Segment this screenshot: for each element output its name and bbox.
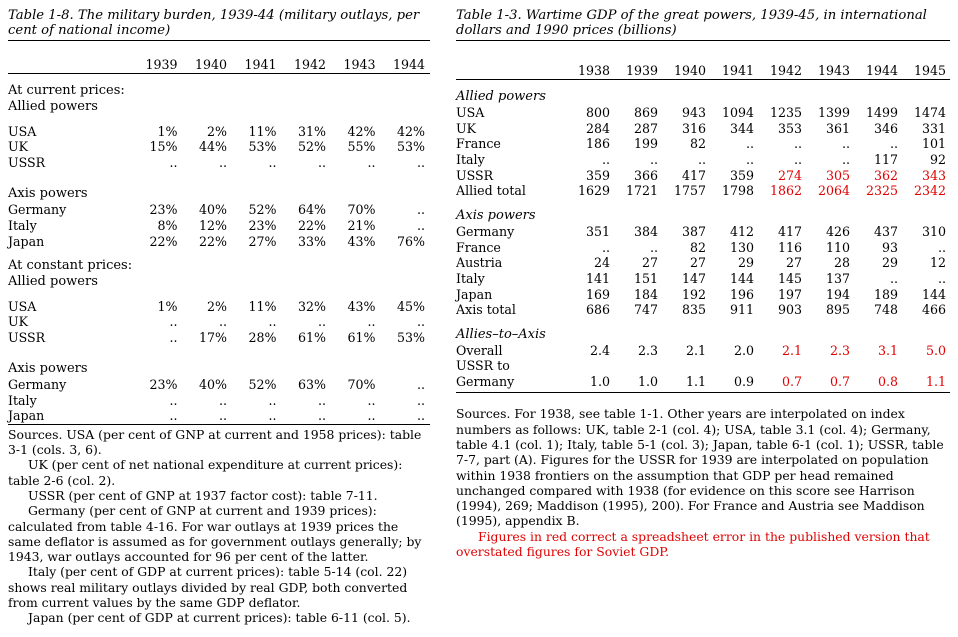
table-cell: 22% [199, 233, 227, 249]
table-cell: 359 [585, 167, 610, 183]
table-cell: 835 [681, 302, 706, 318]
table-cell: .. [649, 239, 658, 255]
table-cell: 903 [777, 302, 802, 318]
table-1-8-year-header [8, 56, 430, 74]
table-cell: 141 [585, 270, 610, 286]
year-header-cell: 1938 [577, 63, 610, 78]
table-cell: 42% [397, 123, 425, 139]
table-cell: .. [317, 155, 326, 171]
table-cell: 22% [149, 233, 178, 249]
table-1-8-caption: Table 1-8. The military burden, 1939-44 (military outlays, per cent of national income) [8, 8, 430, 41]
table-cell: 417 [777, 223, 802, 239]
table-row [8, 392, 430, 408]
row-label: Axis total [456, 302, 516, 318]
source-note: UK (per cent of net national expenditure at current prices): table 2-6 (col. 2). [8, 457, 403, 488]
table-cell: 137 [825, 270, 850, 286]
table-cell: 63% [298, 377, 326, 393]
table-cell: 1499 [865, 105, 898, 121]
table-cell: 1474 [913, 105, 946, 121]
table-cell: 101 [921, 136, 946, 152]
table-cell: .. [601, 239, 610, 255]
table-cell: .. [793, 136, 802, 152]
table-cell: 32% [298, 298, 326, 314]
table-cell: 199 [633, 136, 658, 152]
row-label: Italy [8, 392, 37, 408]
table-cell: 82 [689, 136, 706, 152]
table-cell: .. [416, 202, 425, 218]
table-row [456, 152, 950, 168]
table-cell: 1.0 [637, 374, 658, 390]
table-cell: 3.1 [877, 342, 898, 358]
table-row [456, 302, 950, 318]
row-label: USSR [8, 155, 46, 171]
constant-allied-rows [8, 298, 430, 345]
table-cell: 1862 [769, 183, 802, 199]
table-cell: .. [889, 270, 898, 286]
table-cell: .. [745, 152, 754, 168]
table-cell: 747 [633, 302, 658, 318]
table-cell: 287 [633, 120, 658, 136]
table-cell: .. [367, 314, 376, 330]
row-label: UK [8, 139, 29, 155]
year-header-cell: 1940 [673, 63, 706, 78]
table-cell: 1.1 [685, 374, 706, 390]
table-cell: 2.4 [589, 342, 610, 358]
table-cell: 800 [585, 105, 610, 121]
section-heading: Allies–to–Axis [456, 326, 546, 342]
table-row [456, 105, 950, 121]
year-header-cell: 1943 [343, 57, 376, 72]
table-1-3-sources [456, 406, 950, 559]
table-cell: .. [367, 392, 376, 408]
table-cell: 28 [833, 255, 850, 271]
table-cell: .. [649, 152, 658, 168]
table-cell: 15% [149, 139, 178, 155]
table-cell: 92 [929, 152, 946, 168]
table-row [8, 233, 430, 249]
table-row [456, 342, 950, 358]
table-cell: .. [268, 408, 277, 424]
row-label: Austria [456, 255, 503, 271]
table-cell: 1094 [721, 105, 754, 121]
table-cell: .. [169, 314, 178, 330]
table-cell: .. [416, 408, 425, 424]
table-cell: 145 [777, 270, 802, 286]
table-cell: 23% [149, 377, 178, 393]
table-cell: 5.0 [925, 342, 946, 358]
table-cell: 359 [729, 167, 754, 183]
table-cell: .. [169, 408, 178, 424]
allied-gdp-rows [456, 105, 950, 199]
table-cell: 144 [921, 286, 946, 302]
table-cell: 147 [681, 270, 706, 286]
table-cell: 31% [298, 123, 326, 139]
table-cell: 55% [347, 139, 376, 155]
table-cell: 351 [585, 223, 610, 239]
constant-axis-rows [8, 377, 430, 424]
table-cell: 70% [347, 377, 376, 393]
current-allied-rows [8, 123, 430, 170]
table-row [8, 408, 430, 424]
table-cell: 362 [873, 167, 898, 183]
table-cell: 116 [777, 239, 802, 255]
table-cell: 361 [825, 120, 850, 136]
year-header-cell: 1939 [625, 63, 658, 78]
table-cell: 27 [785, 255, 802, 271]
year-header-cell: 1941 [721, 63, 754, 78]
row-label: Germany [456, 223, 515, 239]
table-row [456, 167, 950, 183]
row-label: USSR [8, 329, 46, 345]
table-cell: 52% [248, 202, 277, 218]
section-heading: Axis powers [8, 361, 88, 377]
table-row [456, 183, 950, 199]
year-header-cell: 1942 [769, 63, 802, 78]
table-cell: 1.0 [589, 374, 610, 390]
table-cell: 11% [248, 298, 277, 314]
table-cell: 189 [873, 286, 898, 302]
table-cell: 284 [585, 120, 610, 136]
table-cell: 417 [681, 167, 706, 183]
table-cell: 144 [729, 270, 754, 286]
table-cell: 0.7 [829, 374, 850, 390]
year-header-cell: 1940 [194, 57, 227, 72]
row-label: USA [8, 298, 37, 314]
table-cell: .. [793, 152, 802, 168]
table-cell: 196 [729, 286, 754, 302]
table-cell: 2% [207, 123, 227, 139]
table-cell: 2.3 [637, 342, 658, 358]
section-heading: Allied powers [8, 273, 98, 289]
ratio-rows [456, 342, 950, 389]
table-cell: 387 [681, 223, 706, 239]
table-cell: 2342 [913, 183, 946, 199]
wartime-gdp-table-panel [456, 0, 950, 559]
table-cell: 22% [298, 217, 326, 233]
table-row [456, 255, 950, 271]
section-heading: Allied powers [8, 99, 98, 115]
table-cell: 93 [881, 239, 898, 255]
table-cell: 130 [729, 239, 754, 255]
table-cell: 52% [298, 139, 326, 155]
table-cell: 23% [149, 202, 178, 218]
table-cell: 748 [873, 302, 898, 318]
table-cell: 1.1 [925, 374, 946, 390]
table-1-3-body [456, 80, 950, 393]
source-note: Sources. For 1938, see table 1-1. Other years are interpolated on index numbers as follows: UK, table 2-1 (col. 4); USA, table 3.1 (col. 4); Germany, table 4.1 (col. 1); Italy, table 5-1 (col. 3); Japan, table 6-1 (col. 1); USSR, table 7-7, part (A). Figures for the USSR for 1939 are interpolated on population within 1938 frontiers on the assumption that GDP per head remained unchanged compared with 1938 (for evidence on this score see Harrison (1994), 269; Maddison (1995), 200). For France and Austria see Maddison (1995), appendix B. [456, 406, 944, 529]
table-row [456, 136, 950, 152]
table-row [8, 202, 430, 218]
row-label: Germany [8, 377, 67, 393]
table-row [8, 330, 430, 346]
table-cell: .. [169, 392, 178, 408]
table-cell: 43% [347, 298, 376, 314]
table-cell: 412 [729, 223, 754, 239]
source-note: Germany (per cent of GNP at current and 1939 prices): calculated from table 4-16. For war outlays at 1939 prices the same deflator is assumed as for government outlays generally; by 1943, war outlays accounted for 96 per cent of the latter. [8, 503, 422, 565]
table-cell: 52% [248, 377, 277, 393]
table-row [456, 374, 950, 390]
table-cell: 27 [689, 255, 706, 271]
axis-gdp-rows [456, 224, 950, 318]
table-cell: 117 [873, 152, 898, 168]
table-1-8-sources [8, 427, 430, 626]
table-cell: 61% [298, 329, 326, 345]
table-cell: .. [416, 392, 425, 408]
row-label: Italy [8, 217, 37, 233]
row-label: Japan [456, 286, 493, 302]
row-label: UK [456, 120, 477, 136]
table-cell: 53% [397, 139, 425, 155]
section-heading: Axis powers [456, 208, 536, 224]
table-row [456, 358, 950, 374]
year-header-cell: 1944 [392, 57, 425, 72]
table-cell: 110 [825, 239, 850, 255]
table-cell: 895 [825, 302, 850, 318]
table-row [8, 298, 430, 314]
table-cell: 12% [199, 217, 227, 233]
table-cell: 2.1 [685, 342, 706, 358]
table-cell: 343 [921, 167, 946, 183]
table-cell: 2064 [817, 183, 850, 199]
table-cell: 28% [248, 329, 277, 345]
table-cell: 184 [633, 286, 658, 302]
table-cell: .. [218, 392, 227, 408]
table-cell: .. [268, 392, 277, 408]
table-cell: 186 [585, 136, 610, 152]
table-cell: 384 [633, 223, 658, 239]
table-cell: 27% [248, 233, 277, 249]
table-row [456, 286, 950, 302]
table-cell: 44% [199, 139, 227, 155]
table-row [8, 139, 430, 155]
row-label: Japan [8, 233, 45, 249]
section-heading: At constant prices: [8, 258, 133, 274]
table-row [456, 224, 950, 240]
table-cell: .. [416, 377, 425, 393]
row-label: France [456, 239, 501, 255]
table-cell: 8% [157, 217, 178, 233]
table-cell: 346 [873, 120, 898, 136]
table-cell: 437 [873, 223, 898, 239]
source-note: Sources. USA (per cent of GNP at current and 1958 prices): table 3-1 (cols. 3, 6). [8, 426, 422, 458]
row-label: France [456, 136, 501, 152]
table-cell: 686 [585, 302, 610, 318]
section-heading: At current prices: [8, 83, 125, 99]
table-cell: 29 [881, 255, 898, 271]
table-cell: .. [169, 329, 178, 345]
table-cell: 2.3 [829, 342, 850, 358]
table-cell: 1399 [817, 105, 850, 121]
correction-note: Figures in red correct a spreadsheet error in the published version that overstated figures for Soviet GDP. [456, 528, 930, 560]
row-label: Germany [8, 202, 67, 218]
year-header-cell: 1944 [865, 63, 898, 78]
table-cell: 0.8 [877, 374, 898, 390]
table-cell: 366 [633, 167, 658, 183]
table-cell: .. [317, 408, 326, 424]
table-cell: 194 [825, 286, 850, 302]
table-row [8, 314, 430, 330]
year-header-cell: 1941 [244, 57, 277, 72]
military-burden-table-panel [8, 0, 430, 626]
table-cell: 911 [729, 302, 754, 318]
table-row [8, 155, 430, 171]
table-row [8, 123, 430, 139]
table-cell: .. [268, 155, 277, 171]
table-cell: 2% [207, 298, 227, 314]
section-heading: Allied powers [456, 89, 546, 105]
table-row [456, 120, 950, 136]
table-cell: 0.7 [781, 374, 802, 390]
table-cell: 21% [347, 217, 376, 233]
section-heading: Axis powers [8, 186, 88, 202]
table-cell: .. [317, 392, 326, 408]
table-cell: 869 [633, 105, 658, 121]
table-cell: 17% [199, 329, 227, 345]
table-row [8, 377, 430, 393]
row-label: USSR to [456, 358, 510, 374]
table-cell: .. [367, 408, 376, 424]
table-1-3-caption: Table 1-3. Wartime GDP of the great powers, 1939-45, in international dollars and 1990 prices (billions) [456, 8, 950, 41]
table-cell: 33% [298, 233, 326, 249]
table-cell: 12 [929, 255, 946, 271]
table-cell: 76% [397, 233, 425, 249]
year-header-cell: 1943 [817, 63, 850, 78]
table-cell: .. [889, 136, 898, 152]
table-cell: 23% [248, 217, 277, 233]
row-label: Japan [8, 408, 45, 424]
table-cell: .. [416, 314, 425, 330]
year-header-cell: 1942 [293, 57, 326, 72]
table-cell: .. [416, 217, 425, 233]
source-note: Japan (per cent of GDP at current prices): table 6-11 (col. 5). [28, 610, 411, 626]
row-label: USSR [456, 167, 494, 183]
table-cell: 64% [298, 202, 326, 218]
table-cell: .. [745, 136, 754, 152]
table-cell: 53% [248, 139, 277, 155]
table-cell: 0.9 [733, 374, 754, 390]
row-label: Italy [456, 152, 485, 168]
table-cell: .. [601, 152, 610, 168]
table-cell: .. [169, 155, 178, 171]
table-cell: 943 [681, 105, 706, 121]
table-cell: 353 [777, 120, 802, 136]
year-header-cell: 1939 [145, 57, 178, 72]
table-cell: .. [218, 408, 227, 424]
table-cell: 274 [777, 167, 802, 183]
table-cell: 1757 [673, 183, 706, 199]
source-note: Italy (per cent of GDP at current prices): table 5-14 (col. 22) shows real military outlays divided by real GDP, both converted from current values by the same GDP deflator. [8, 564, 408, 611]
table-cell: 192 [681, 286, 706, 302]
row-label: UK [8, 314, 29, 330]
table-cell: .. [841, 152, 850, 168]
table-row [8, 218, 430, 234]
table-cell: .. [218, 155, 227, 171]
table-cell: 331 [921, 120, 946, 136]
table-cell: 11% [248, 123, 277, 139]
table-cell: 344 [729, 120, 754, 136]
table-cell: 29 [737, 255, 754, 271]
table-cell: 1721 [625, 183, 658, 199]
table-cell: 2325 [865, 183, 898, 199]
table-cell: .. [317, 314, 326, 330]
table-cell: 1% [157, 123, 178, 139]
current-axis-rows [8, 202, 430, 249]
table-cell: .. [937, 270, 946, 286]
table-cell: 43% [347, 233, 376, 249]
table-cell: 24 [593, 255, 610, 271]
table-cell: 40% [199, 377, 227, 393]
table-cell: 310 [921, 223, 946, 239]
row-label: Allied total [456, 183, 526, 199]
table-cell: 1629 [577, 183, 610, 199]
table-cell: 1235 [769, 105, 802, 121]
row-label: Germany [456, 374, 515, 390]
table-1-8-body [8, 74, 430, 425]
table-1-3-year-header [456, 62, 950, 80]
table-cell: .. [268, 314, 277, 330]
table-cell: 1% [157, 298, 178, 314]
table-cell: .. [841, 136, 850, 152]
table-cell: 151 [633, 270, 658, 286]
table-cell: 1798 [721, 183, 754, 199]
table-cell: 466 [921, 302, 946, 318]
table-cell: 305 [825, 167, 850, 183]
table-cell: 70% [347, 202, 376, 218]
table-cell: 61% [347, 329, 376, 345]
year-header-cell: 1945 [913, 63, 946, 78]
table-cell: 53% [397, 329, 425, 345]
table-cell: 169 [585, 286, 610, 302]
row-label: Italy [456, 270, 485, 286]
table-cell: .. [937, 239, 946, 255]
row-label: USA [8, 123, 37, 139]
row-label: Overall [456, 342, 503, 358]
row-label: USA [456, 105, 485, 121]
table-row [456, 239, 950, 255]
table-cell: 316 [681, 120, 706, 136]
table-cell: 40% [199, 202, 227, 218]
table-cell: 197 [777, 286, 802, 302]
table-cell: 2.0 [733, 342, 754, 358]
table-cell: .. [697, 152, 706, 168]
table-cell: 426 [825, 223, 850, 239]
table-cell: .. [367, 155, 376, 171]
table-cell: 27 [641, 255, 658, 271]
table-cell: 2.1 [781, 342, 802, 358]
table-cell: 42% [347, 123, 376, 139]
table-cell: 45% [397, 298, 425, 314]
table-cell: .. [416, 155, 425, 171]
source-note: USSR (per cent of GNP at 1937 factor cost): table 7-11. [28, 487, 378, 503]
table-cell: .. [218, 314, 227, 330]
table-cell: 82 [689, 239, 706, 255]
table-row [456, 271, 950, 287]
